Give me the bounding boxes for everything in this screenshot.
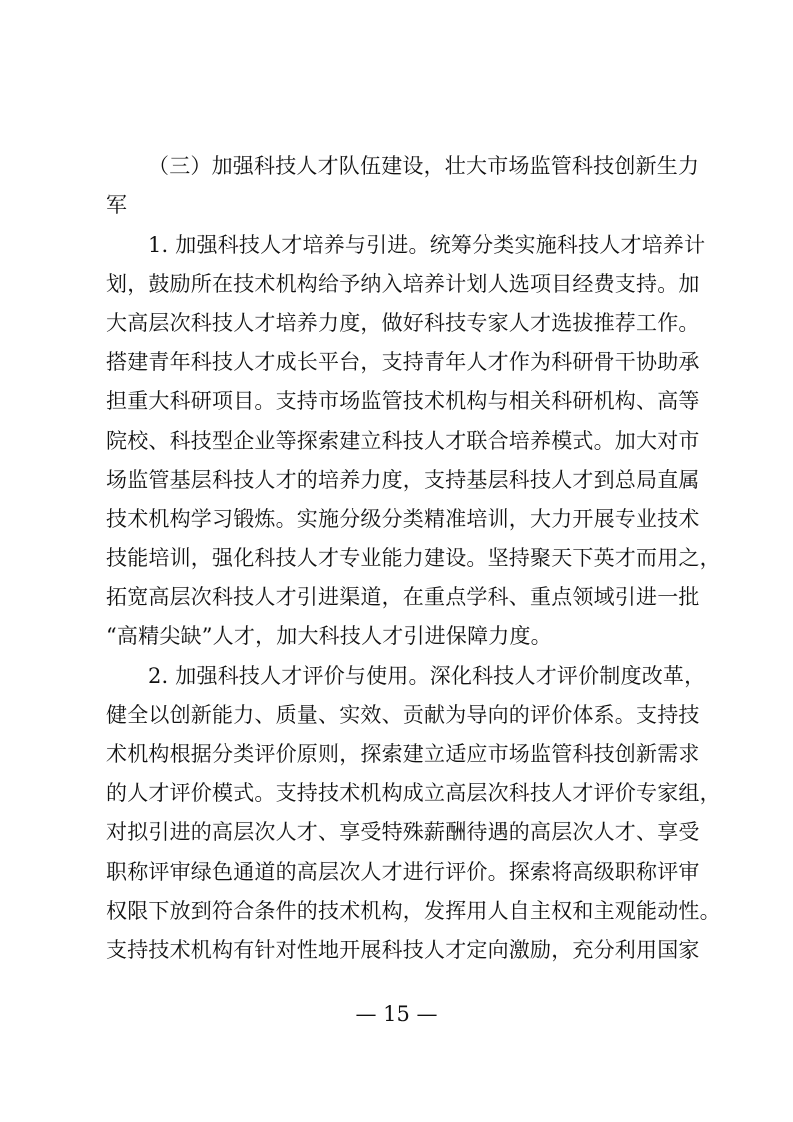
paragraph-1-line-last: “高精尖缺”人才，加大科技人才引进保障力度。 bbox=[106, 624, 552, 648]
paragraph-2-line: 术机构根据分类评价原则，探索建立适应市场监管科技创新需求 bbox=[106, 742, 700, 766]
paragraph-2-line: 支持技术机构有针对性地开展科技人才定向激励，充分利用国家 bbox=[106, 938, 700, 962]
paragraph-1-line: 1. 加强科技人才培养与引进。统筹分类实施科技人才培养计 bbox=[148, 233, 706, 257]
paragraph-1-line: 划，鼓励所在技术机构给予纳入培养计划人选项目经费支持。加 bbox=[106, 272, 700, 296]
paragraph-1-line: 拓宽高层次科技人才引进渠道，在重点学科、重点领域引进一批 bbox=[106, 585, 700, 609]
paragraph-1-line: 担重大科研项目。支持市场监管技术机构与相关科研机构、高等 bbox=[106, 389, 700, 413]
paragraph-1-line: 技术机构学习锻炼。实施分级分类精准培训，大力开展专业技术 bbox=[106, 507, 700, 531]
paragraph-1-line: 技能培训，强化科技人才专业能力建设。坚持聚天下英才而用之， bbox=[106, 546, 721, 570]
page-number: — 15 — bbox=[355, 1002, 438, 1026]
paragraph-1-line: 搭建青年科技人才成长平台，支持青年人才作为科研骨干协助承 bbox=[106, 350, 700, 374]
paragraph-2-line: 权限下放到符合条件的技术机构，发挥用人自主权和主观能动性。 bbox=[106, 899, 721, 923]
paragraph-1-line: 大高层次科技人才培养力度，做好科技专家人才选拔推荐工作。 bbox=[106, 311, 700, 335]
paragraph-2-line: 健全以创新能力、质量、实效、贡献为导向的评价体系。支持技 bbox=[106, 703, 700, 727]
paragraph-2-line: 的人才评价模式。支持技术机构成立高层次科技人才评价专家组， bbox=[106, 781, 721, 805]
paragraph-1-line: 场监管基层科技人才的培养力度，支持基层科技人才到总局直属 bbox=[106, 468, 700, 492]
paragraph-2-line: 对拟引进的高层次人才、享受特殊薪酬待遇的高层次人才、享受 bbox=[106, 820, 700, 844]
section-heading-line-2: 军 bbox=[106, 193, 128, 217]
paragraph-1-line: 院校、科技型企业等探索建立科技人才联合培养模式。加大对市 bbox=[106, 429, 700, 453]
paragraph-2-line: 2. 加强科技人才评价与使用。深化科技人才评价制度改革， bbox=[148, 664, 706, 688]
paragraph-2-line: 职称评审绿色通道的高层次人才进行评价。探索将高级职称评审 bbox=[106, 860, 700, 884]
section-heading-line-1: （三）加强科技人才队伍建设，壮大市场监管科技创新生力 bbox=[148, 154, 700, 178]
